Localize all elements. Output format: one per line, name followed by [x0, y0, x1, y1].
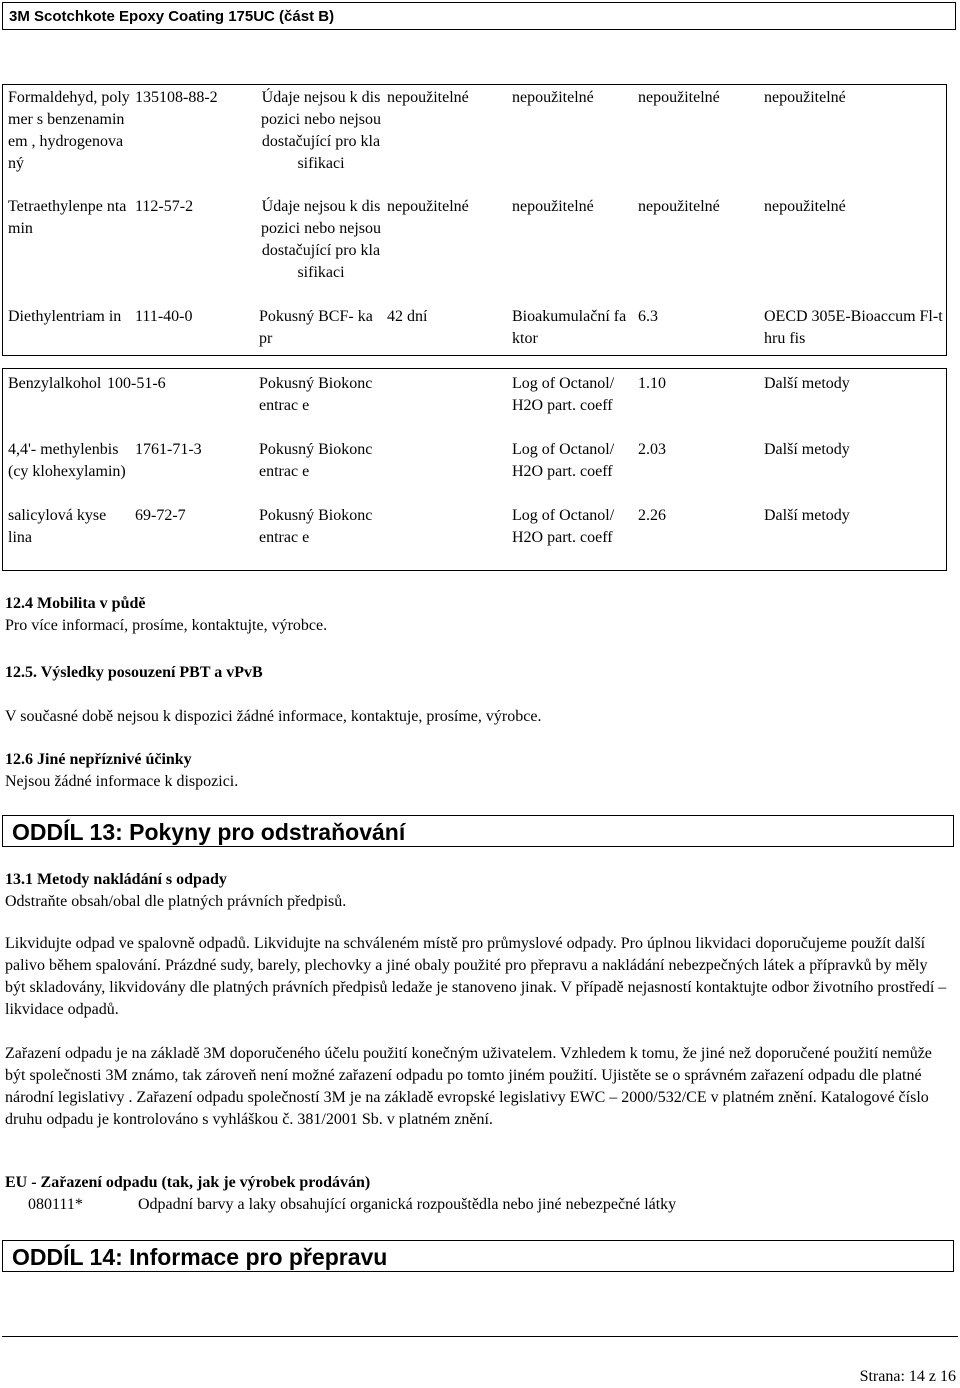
table-row-2-value: nepoužitelné: [638, 198, 720, 215]
table-row-3-test: Pokusný BCF- kapr: [259, 308, 373, 347]
table2-row-3-value: 2.26: [638, 507, 666, 524]
table2-row-3-cas: 69-72-7: [135, 507, 186, 524]
section-13-1-paragraph-2: Zařazení odpadu je na základě 3M doporučeného účelu použití konečným uživatelem. Vzhledem k tomu, že jiné než doporučené použití nemůže být společnosti 3M známo, tak zároveň není možné zařazení odpadu po tomto jiném použití. Ujistěte se o správném zařazení odpadu dle platné národní legislativy . Zařazení odpadu společností 3M je na základě evropské legislativy EWC – 2000/532/CE v platném znění. Katalogové číslo druhu odpadu je kontrolováno s vyhláškou č. 381/2001 Sb. v platném znění.: [5, 1045, 932, 1128]
table2-row-1-test: Pokusný Biokoncentrac e: [259, 375, 373, 414]
table-row-1-value: nepoužitelné: [638, 89, 720, 106]
table-row-2-name: Tetraethylenpe ntamin: [8, 198, 127, 237]
table2-row-1-name: Benzylalkohol: [8, 375, 102, 392]
table-row-2-duration: nepoužitelné: [387, 198, 469, 215]
table2-row-1-method: Další metody: [764, 375, 850, 392]
section-13-1-text: Odstraňte obsah/obal dle platných právních předpisů.: [5, 893, 347, 910]
document-header: 3M Scotchkote Epoxy Coating 175UC (část B): [2, 2, 956, 30]
table-row-1-method: nepoužitelné: [764, 89, 846, 106]
table-row-1-duration: nepoužitelné: [387, 89, 469, 106]
table2-row-2-name: 4,4'- methylenbis(cy klohexylamin): [8, 441, 126, 480]
table-row-2-method: nepoužitelné: [764, 198, 846, 215]
table2-row-3-method: Další metody: [764, 507, 850, 524]
section-12-4-heading: 12.4 Mobilita v půdě: [5, 595, 146, 612]
table2-row-3-name: salicylová kyselina: [8, 507, 107, 546]
table2-row-1-type: Log of Octanol/H2O part. coeff: [512, 375, 615, 414]
table2-row-1-cas: 100-51-6: [107, 375, 166, 392]
eu-waste-heading: EU - Zařazení odpadu (tak, jak je výrobek prodáván): [5, 1174, 371, 1191]
table2-row-3-type: Log of Octanol/H2O part. coeff: [512, 507, 615, 546]
section-12-5-text: V současné době nejsou k dispozici žádné informace, kontaktuje, prosíme, výrobce.: [5, 708, 542, 725]
eu-waste-code: 080111*: [28, 1196, 83, 1213]
table-row-2-test: Údaje nejsou k dispozici nebo nejsou dostačující pro klasifikaci: [261, 198, 381, 281]
table2-row-2-value: 2.03: [638, 441, 666, 458]
bioaccumulation-table-2: [2, 368, 947, 571]
eu-waste-description: Odpadní barvy a laky obsahující organická rozpouštědla nebo jiné nebezpečné látky: [138, 1196, 677, 1213]
section-12-6-heading: 12.6 Jiné nepříznivé účinky: [5, 751, 192, 768]
section-13-1-heading: 13.1 Metody nakládání s odpady: [5, 871, 227, 888]
table-row-1-name: Formaldehyd, polymer s benzenaminem , hydrogenovaný: [8, 89, 130, 172]
bioaccumulation-table-1: [2, 84, 947, 356]
section-13-title: ODDÍL 13: Pokyny pro odstraňování: [2, 815, 954, 847]
table-row-3-name: Diethylentriam in: [8, 308, 122, 325]
footer-divider: [2, 1336, 958, 1337]
table-row-1-type: nepoužitelné: [512, 89, 594, 106]
section-12-4-text: Pro více informací, prosíme, kontaktujte, výrobce.: [5, 617, 328, 634]
section-13-1-paragraph-1: Likvidujte odpad ve spalovně odpadů. Likvidujte na schváleném místě pro průmyslové odpady. Pro úplnou likvidaci doporučujeme použít další palivo během spalování. Prázdné sudy, barely, plechovky a jiné obaly použité pro přepravu a nakládání nebezpečných látek a přípravků by měly být skladovány, likvidovány dle platných právních předpisů ledaže je stanoveno jinak. V případě nejasností kontaktujte odbor životního prostředí – likvidace odpadů.: [5, 935, 947, 1018]
page-number: Strana: 14 z 16: [859, 1368, 956, 1385]
table-row-3-duration: 42 dní: [387, 308, 428, 325]
section-12-6-text: Nejsou žádné informace k dispozici.: [5, 773, 239, 790]
table-row-3-method: OECD 305E-Bioaccum Fl-thru fis: [764, 308, 943, 347]
table-row-3-type: Bioakumulační faktor: [512, 308, 627, 347]
table-row-1-cas: 135108-88-2: [135, 89, 218, 106]
table-row-1-test: Údaje nejsou k dispozici nebo nejsou dostačující pro klasifikaci: [261, 89, 381, 172]
section-12-5-heading: 12.5. Výsledky posouzení PBT a vPvB: [5, 664, 263, 681]
table2-row-2-method: Další metody: [764, 441, 850, 458]
table-row-2-type: nepoužitelné: [512, 198, 594, 215]
table2-row-3-test: Pokusný Biokoncentrac e: [259, 507, 373, 546]
table2-row-2-test: Pokusný Biokoncentrac e: [259, 441, 373, 480]
section-14-title: ODDÍL 14: Informace pro přepravu: [2, 1240, 954, 1272]
table-row-3-cas: 111-40-0: [135, 308, 193, 325]
table-row-3-value: 6.3: [638, 308, 658, 325]
table2-row-2-type: Log of Octanol/H2O part. coeff: [512, 441, 615, 480]
table2-row-1-value: 1.10: [638, 375, 666, 392]
table2-row-2-cas: 1761-71-3: [135, 441, 202, 458]
table-row-2-cas: 112-57-2: [135, 198, 194, 215]
